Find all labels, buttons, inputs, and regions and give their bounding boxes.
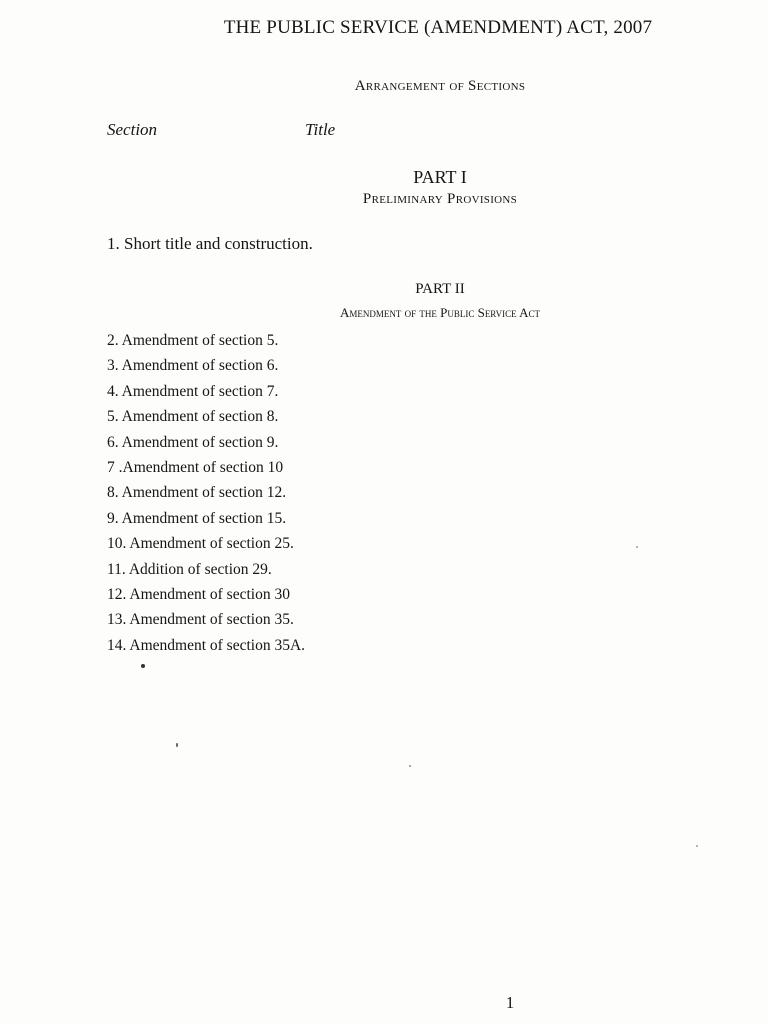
scan-speck bbox=[409, 765, 411, 767]
section-list-item: 6. Amendment of section 9. bbox=[107, 433, 279, 451]
section-list-item: 12. Amendment of section 30 bbox=[107, 585, 290, 603]
part-1-heading: PART I bbox=[413, 167, 467, 187]
section-list-item: 1. Short title and construction. bbox=[107, 234, 313, 253]
part-2-section-list bbox=[107, 328, 305, 658]
document-title: THE PUBLIC SERVICE (AMENDMENT) ACT, 2007 bbox=[223, 17, 653, 38]
section-list-item: 14. Amendment of section 35A. bbox=[107, 636, 306, 654]
section-list-item: 3. Amendment of section 6. bbox=[107, 357, 279, 375]
section-list-item: 8. Amendment of section 12. bbox=[107, 484, 287, 502]
section-list-item: 11. Addition of section 29. bbox=[107, 560, 272, 578]
scan-speck bbox=[141, 664, 145, 668]
page-number: 1 bbox=[505, 993, 515, 1012]
scan-speck bbox=[696, 845, 698, 847]
arrangement-heading: Arrangement of Sections bbox=[354, 78, 526, 94]
part-1-subheading: Preliminary Provisions bbox=[362, 191, 518, 207]
section-list-item: 10. Amendment of section 25. bbox=[107, 535, 294, 553]
section-list-item: 2. Amendment of section 5. bbox=[107, 332, 279, 349]
section-list-item: 7 .Amendment of section 10 bbox=[107, 458, 284, 476]
section-list-item: 9. Amendment of section 15. bbox=[107, 509, 287, 527]
title-column-header: Title bbox=[305, 120, 336, 139]
scan-speck bbox=[176, 743, 178, 747]
section-list-item: 5. Amendment of section 8. bbox=[107, 408, 279, 426]
part-2-heading: PART II bbox=[415, 281, 465, 297]
section-list-item: 13. Amendment of section 35. bbox=[107, 611, 294, 629]
scan-speck bbox=[636, 546, 638, 548]
part-2-subheading: Amendment of the Public Service Act bbox=[339, 305, 541, 320]
section-column-header: Section bbox=[107, 120, 158, 139]
section-list-item: 4. Amendment of section 7. bbox=[107, 382, 279, 400]
